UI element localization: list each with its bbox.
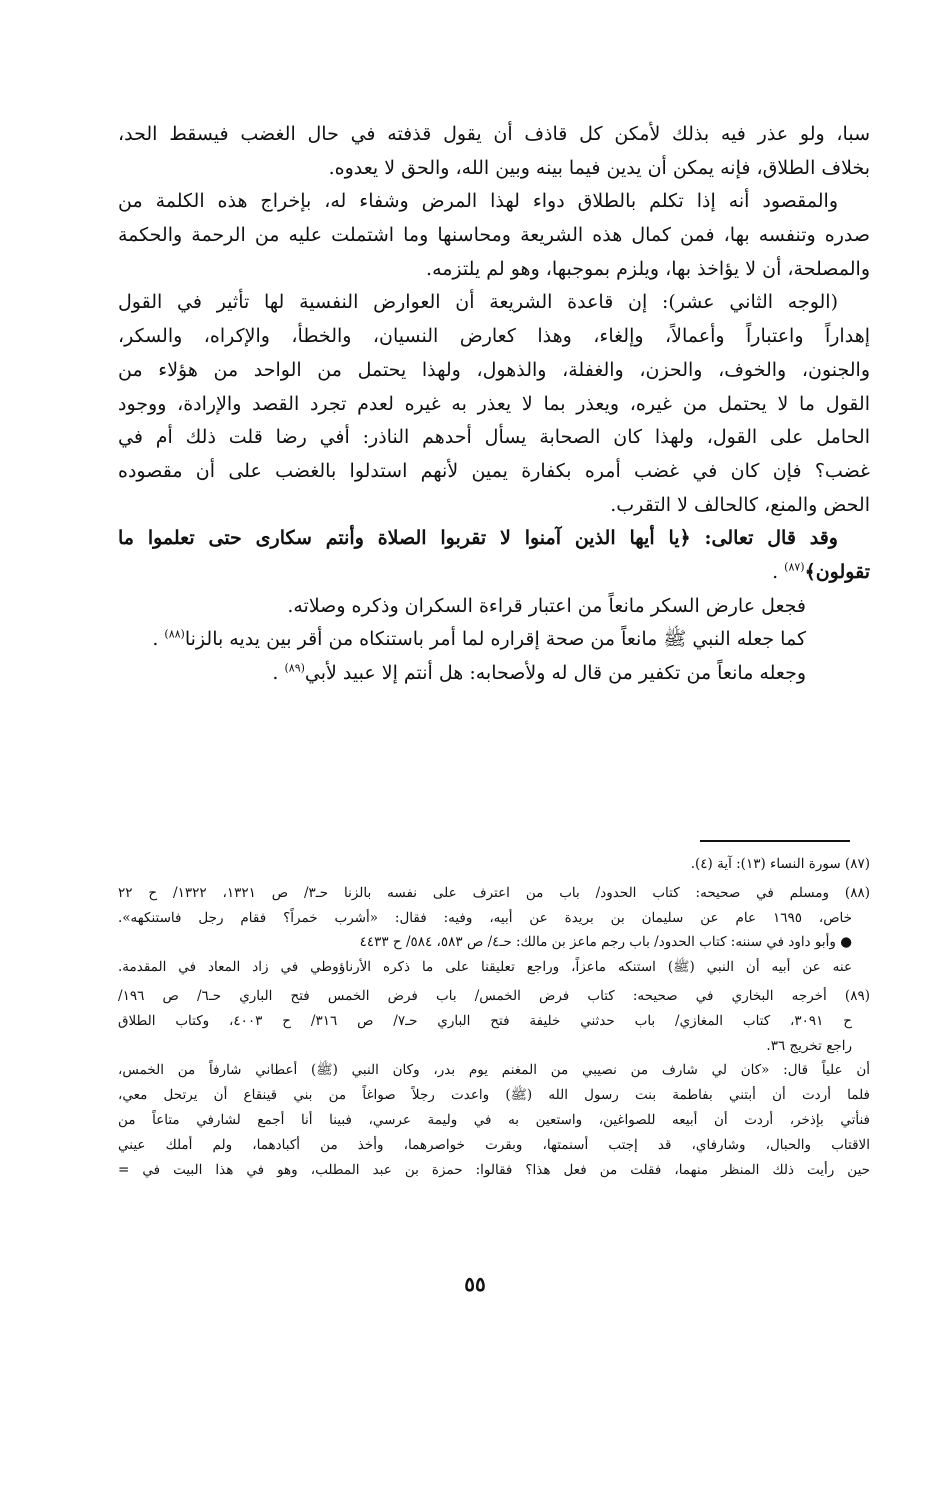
text-line: صدره وتنفسه بها، فمن كمال هذه الشريعة ومحاسنها وما اشتملت عليه من الرحمة والحكمة — [118, 224, 870, 247]
footnote-line: (٨٧) سورة النساء (١٣): آية (٤). — [690, 856, 870, 872]
text-line: (الوجه الثاني عشر): إن قاعدة الشريعة أن العوارض النفسية لها تأثير في القول — [118, 291, 838, 314]
text-line — [118, 623, 870, 657]
text-line-content: وجعله مانعاً من تكفير من قال له ولأصحابه: هل أنتم إلا عبيد لأبي — [304, 662, 806, 684]
text-line: والمصلحة، أن لا يؤاخذ بها، ويلزم بموجبها، وهو لم يلتزمه. — [426, 257, 870, 280]
text-line-content: كما جعله النبي ﷺ مانعاً من صحة إقراره لما أمر باستنكاه من أقر بين يديه بالزنا — [184, 628, 806, 651]
footnote-line: أن علياً قال: «كان لي شارف من نصيبي من المغنم يوم بدر، وكان النبي (ﷺ) أعطاني شارفاً من الخمس، — [118, 1062, 870, 1079]
text-line: الحامل على القول، ولهذا كان الصحابة يسأل أحدهم الناذر: أفي رضا قلت ذلك أم في — [118, 426, 870, 449]
footnote-line: ● وأبو داود في سننه: كتاب الحدود/ باب رجم ماعز بن مالك: حـ٤/ ص ٥٨٣، ٥٨٤/ ح ٤٤٣٣ — [359, 934, 852, 951]
period: . — [152, 628, 159, 651]
footnote-line: فنأتي بإذخر، أردت أن أبيعه للصواغين، واستعين به في وليمة عرسي، فبينا أنا أجمع لشارفي متاعاً من — [118, 1111, 870, 1128]
text-line: سبا، ولو عذر فيه بذلك لأمكن كل قاذف أن يقول قذفته في حال الغضب فيسقط الحد، — [118, 123, 870, 145]
quran-verse-line — [118, 522, 870, 556]
footnote-line: الاقتاب والحبال، وشارفاي، قد إجتب أسنمتها، وبقرت خواصرهما، وأخذ من أكبادهما، ولم أملك عيني — [118, 1136, 870, 1153]
text-line: غضب؟ فإن كان في غضب أمره بكفارة يمين لأنهم استدلوا بالغضب على أن مقصوده — [118, 459, 870, 482]
quran-verse-text: تقولون﴾ — [804, 560, 870, 583]
footnote-line: (٨٨) ومسلم في صحيحه: كتاب الحدود/ باب من اعترف على نفسه بالزنا حـ٣/ ص ١٣٢١، ١٣٢٢/ ح ٢٢ — [118, 884, 870, 901]
text-line: الحض والمنع، كالحالف لا التقرب. — [610, 493, 870, 516]
period: . — [772, 560, 779, 583]
footnote-line: ح ٣٠٩١، كتاب المغازي/ باب حدثني خليفة فتح الباري حـ٧/ ص ٣١٦/ ح ٤٠٠٣، وكتاب الطلاق — [118, 1012, 853, 1029]
text-line: القول ما لا يحتمل من غيره، ويعذر بما لا يعذر به غيره لعدم تجرد القصد والإرادة، ووجود — [118, 392, 870, 415]
text-line: والمقصود أنه إذا تكلم بالطلاق دواء لهذا المرض وشفاء له، بإخراج هذه الكلمة من — [118, 190, 838, 213]
footnote-line: راجع تخريج ٣٦. — [766, 1037, 852, 1054]
footnote-ref-88: (٨٨) — [164, 627, 185, 641]
footnotes — [118, 852, 870, 1182]
text-line: والجنون، والخوف، والحزن، والغفلة، والذهول، ولهذا يحتمل من الواحد من هؤلاء من — [118, 358, 870, 381]
footnote-line: فلما أردت أن أبتني بفاطمة بنت رسول الله (ﷺ) واعدت رجلاً صواغاً من بني قينقاع أن يرتحل معي، — [118, 1087, 870, 1104]
text-line: بخلاف الطلاق، فإنه يمكن أن يدين فيما بينه وبين الله، والحق لا يعدوه. — [328, 156, 870, 179]
footnote-ref-87: (٨٧) — [784, 560, 805, 574]
quran-verse-text: وقد قال تعالى: ﴿يا أيها الذين آمنوا لا تقربوا الصلاة وأنتم سكارى حتى تعلموا ما — [118, 527, 838, 550]
footnote-line: خاص، ١٦٩٥ عام عن سليمان بن بريدة عن أبيه، وفيه: فقال: «أشرب خمراً؟ فقام رجل فاستنكهه». — [118, 909, 853, 926]
period: . — [272, 662, 279, 684]
text-line — [118, 657, 870, 691]
page-number: ٥٥ — [464, 1272, 486, 1296]
footnote-ref-89: (٨٩) — [284, 661, 305, 675]
footnote-line: حين رأيت ذلك المنظر منهما، فقلت من فعل هذا؟ فقالوا: حمزة بن عبد المطلب، وهو في هذا البيت في = — [118, 1161, 870, 1178]
footnote-line: عنه عن أبيه أن النبي (ﷺ) استنكه ماعزاً، وراجع تعليقنا على ما ذكره الأرناؤوطي في زاد المعاد في المقدمة. — [118, 959, 852, 976]
footnote-line: (٨٩) أخرجه البخاري في صحيحه: كتاب فرض الخمس/ باب فرض الخمس فتح الباري حـ٦/ ص ١٩٦/ — [118, 987, 870, 1004]
quran-verse-line — [118, 556, 870, 590]
text-line: إهداراً واعتباراً وأعمالاً، وإلغاء، وهذا كعارض النسيان، والخطأ، والإكراه، والسكر، — [118, 325, 870, 348]
main-text — [118, 118, 870, 691]
text-line: فجعل عارض السكر مانعاً من اعتبار قراءة السكران وذكره وصلاته. — [287, 594, 806, 617]
footnote-separator — [700, 840, 850, 842]
